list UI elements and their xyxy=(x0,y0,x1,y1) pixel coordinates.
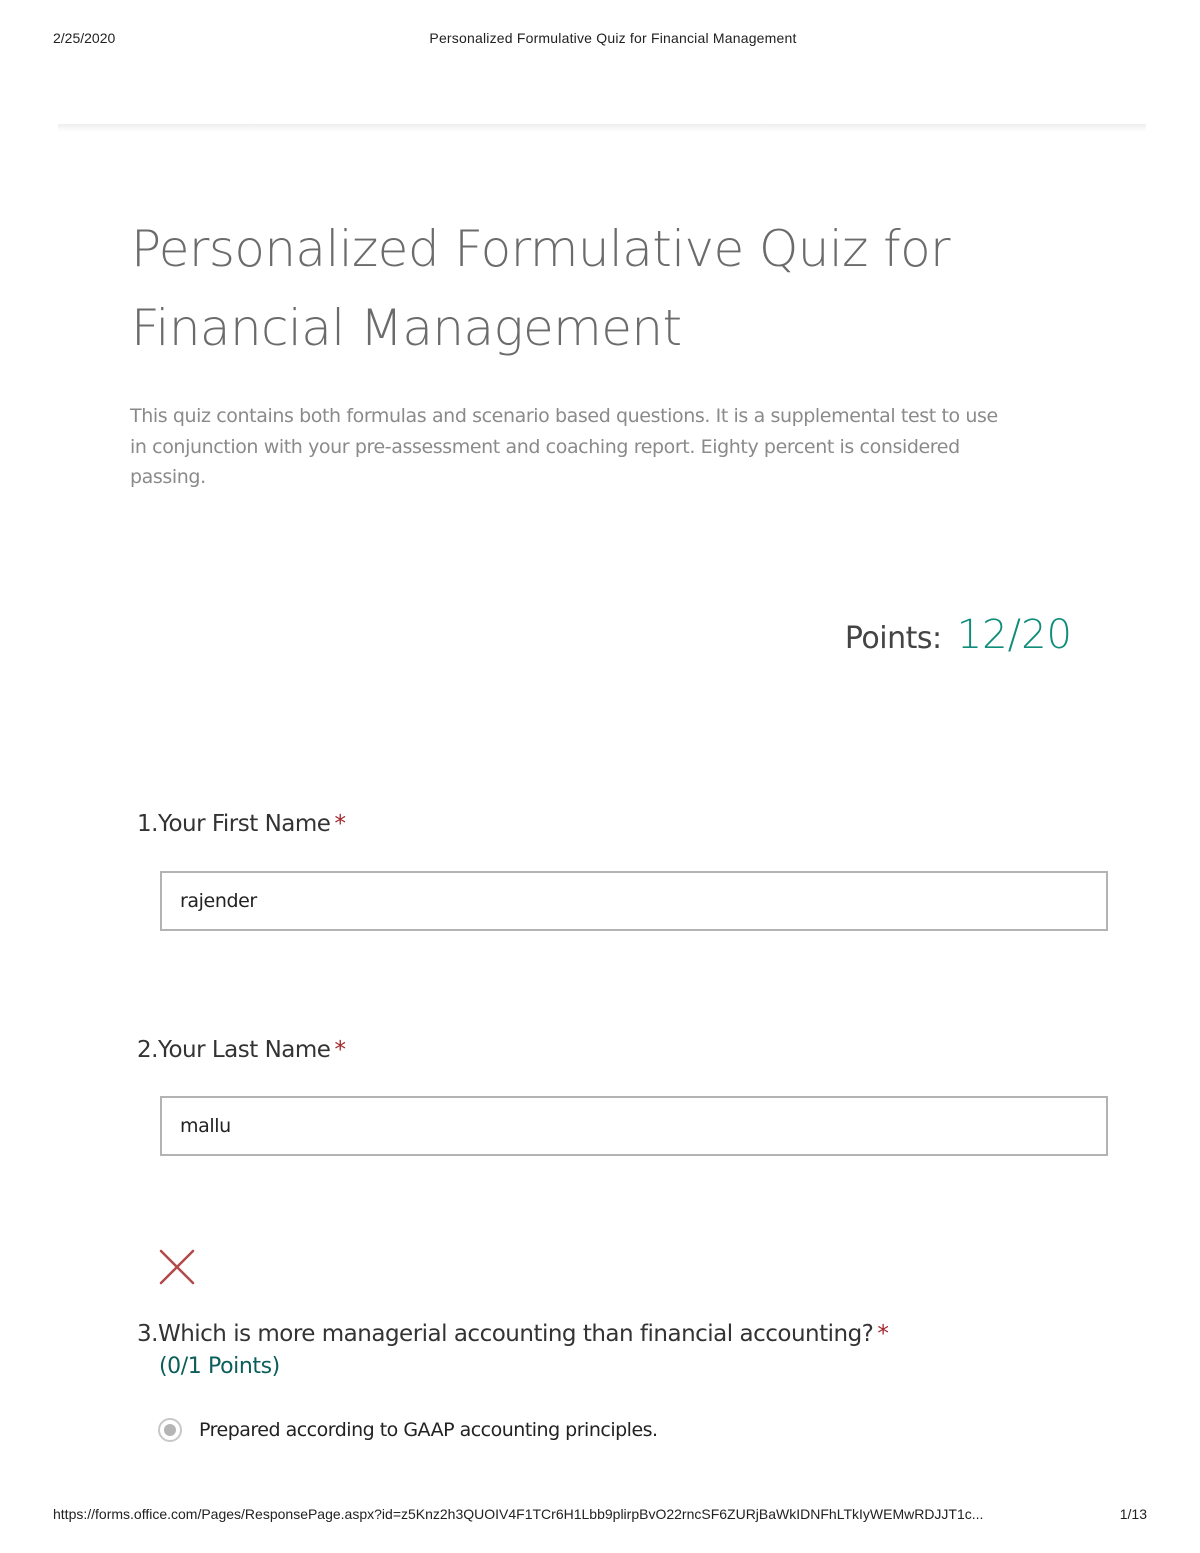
points-value: 12/20 xyxy=(956,612,1072,658)
radio-selected-icon[interactable] xyxy=(158,1418,182,1442)
footer-url: https://forms.office.com/Pages/ResponsePage.aspx?id=z5Knz2h3QUOIV4F1TCr6H1Lbb9plirpBvO22rncSF6ZURjBaWkIDNFhLTkIyWEMwRDJJT1c... xyxy=(53,1506,984,1522)
option-label: Prepared according to GAAP accounting principles. xyxy=(199,1419,658,1441)
points-summary xyxy=(845,612,1072,658)
question-2-required-mark: * xyxy=(334,1037,346,1063)
question-3-points: (0/1 Points) xyxy=(159,1354,280,1379)
quiz-description-line-3: passing. xyxy=(130,466,206,488)
question-3-required-mark: * xyxy=(877,1321,889,1347)
radio-dot xyxy=(164,1424,176,1436)
question-3-option-1[interactable] xyxy=(158,1415,658,1445)
quiz-description xyxy=(130,401,1070,493)
question-3-text: Which is more managerial accounting than financial accounting? xyxy=(157,1321,874,1347)
question-3-number: 3. xyxy=(137,1321,158,1347)
question-1-text: Your First Name xyxy=(157,811,331,837)
quiz-title-line-1: Personalized Formulative Quiz for xyxy=(131,220,951,278)
question-1-number: 1. xyxy=(137,811,158,837)
print-title: Personalized Formulative Quiz for Financial Management xyxy=(429,30,797,46)
quiz-title xyxy=(131,210,1031,368)
print-footer xyxy=(0,1506,1200,1526)
question-1-title xyxy=(137,811,345,837)
question-2-title xyxy=(137,1037,345,1063)
question-2-text: Your Last Name xyxy=(157,1037,331,1063)
form-top-shadow xyxy=(58,124,1146,132)
footer-page-number: 1/13 xyxy=(1119,1506,1147,1522)
question-2-number: 2. xyxy=(137,1037,158,1063)
question-1-answer-field[interactable]: rajender xyxy=(160,871,1108,931)
quiz-description-line-1: This quiz contains both formulas and scenario based questions. It is a supplemental test to use xyxy=(130,405,998,427)
question-3-title xyxy=(137,1321,888,1347)
quiz-description-line-2: in conjunction with your pre-assessment and coaching report. Eighty percent is considered xyxy=(130,435,960,458)
wrong-x-icon xyxy=(158,1248,196,1286)
quiz-title-line-2: Financial Management xyxy=(131,299,682,357)
print-date: 2/25/2020 xyxy=(53,30,116,46)
print-header xyxy=(0,30,1200,50)
question-2-answer-field[interactable]: mallu xyxy=(160,1096,1108,1156)
question-1-required-mark: * xyxy=(334,811,346,837)
points-label: Points: xyxy=(844,621,942,656)
